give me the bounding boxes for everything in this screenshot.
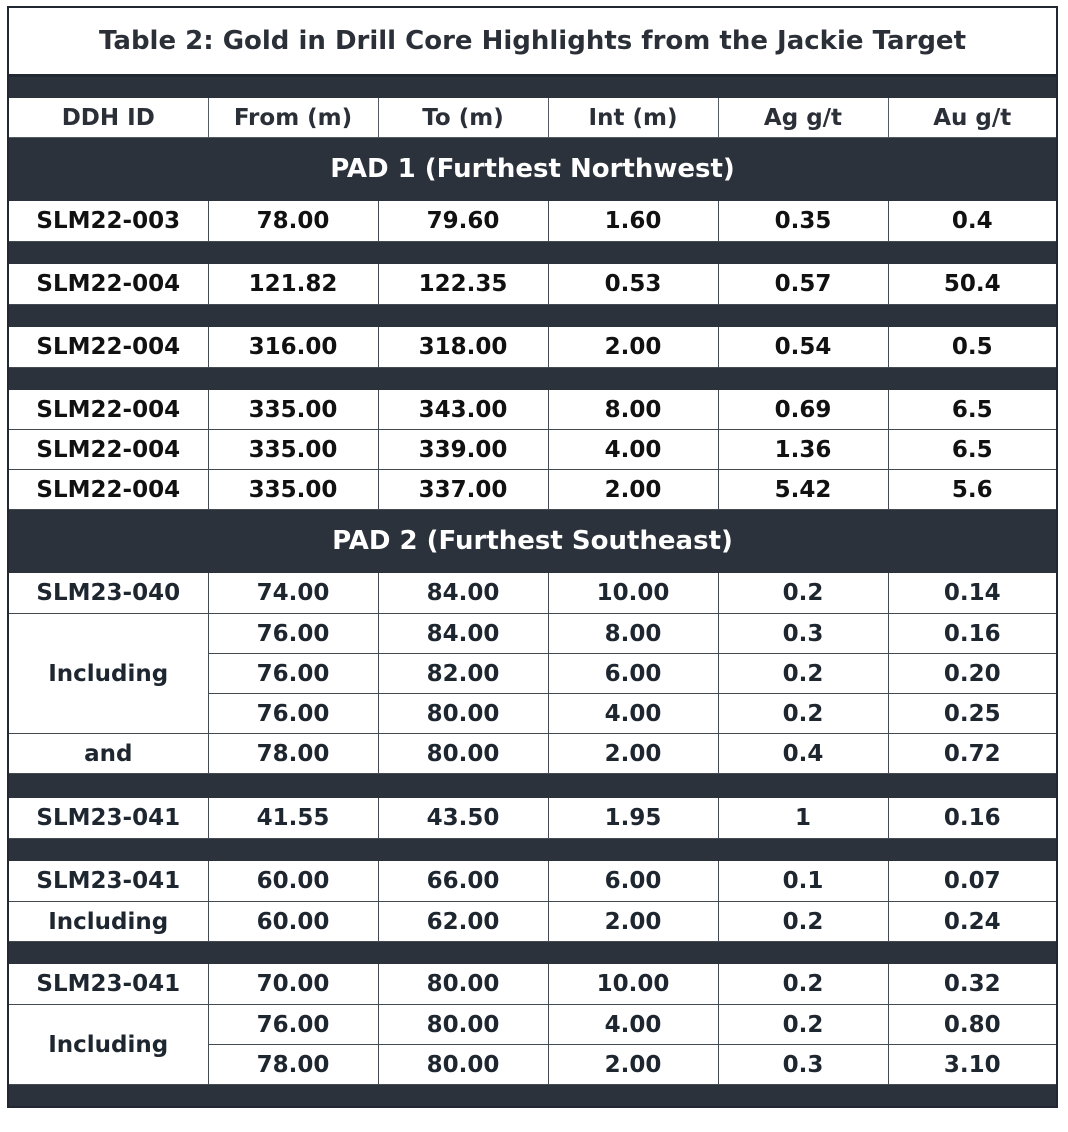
- from-cell: 74.00: [208, 573, 378, 614]
- to-cell: 122.35: [378, 264, 548, 305]
- int-cell: 4.00: [548, 1005, 718, 1045]
- int-cell: 4.00: [548, 694, 718, 734]
- to-cell: 80.00: [378, 1045, 548, 1085]
- separator-cell: [208, 368, 378, 390]
- table-row: [8, 1005, 1057, 1045]
- pad1-label: PAD 1 (Furthest Northwest): [8, 138, 1057, 201]
- separator-cell: [718, 368, 888, 390]
- int-cell: 10.00: [548, 964, 718, 1005]
- to-cell: 43.50: [378, 798, 548, 839]
- au-cell: 0.72: [888, 734, 1057, 774]
- separator-cell: [548, 368, 718, 390]
- pad1-section-row: [8, 138, 1057, 201]
- au-cell: 5.6: [888, 470, 1057, 510]
- int-cell: 2.00: [548, 470, 718, 510]
- int-cell: 6.00: [548, 654, 718, 694]
- au-cell: 0.4: [888, 201, 1057, 242]
- ag-cell: 0.3: [718, 614, 888, 654]
- separator-cell: [718, 242, 888, 264]
- from-cell: 78.00: [208, 1045, 378, 1085]
- table-row: [8, 430, 1057, 470]
- table-row: [8, 902, 1057, 942]
- separator-cell: [718, 305, 888, 327]
- header-row: [8, 98, 1057, 138]
- to-cell: 80.00: [378, 734, 548, 774]
- ddh-id-cell: SLM22-004: [8, 430, 208, 470]
- int-cell: 4.00: [548, 430, 718, 470]
- separator-cell: [8, 774, 1057, 798]
- au-cell: 0.16: [888, 798, 1057, 839]
- pad2-label: PAD 2 (Furthest Southeast): [8, 510, 1057, 573]
- separator-cell: [548, 839, 718, 861]
- from-cell: 76.00: [208, 1005, 378, 1045]
- separator-cell: [378, 942, 548, 964]
- to-cell: 82.00: [378, 654, 548, 694]
- separator-cell: [548, 305, 718, 327]
- ag-cell: 1: [718, 798, 888, 839]
- separator-cell: [8, 76, 1057, 98]
- int-cell: 2.00: [548, 734, 718, 774]
- including-label: Including: [8, 902, 208, 942]
- int-cell: 10.00: [548, 573, 718, 614]
- int-cell: 2.00: [548, 902, 718, 942]
- ag-cell: 0.2: [718, 694, 888, 734]
- table-title: Table 2: Gold in Drill Core Highlights from the Jackie Target: [8, 7, 1057, 76]
- ag-cell: 1.36: [718, 430, 888, 470]
- ag-cell: 0.3: [718, 1045, 888, 1085]
- ag-cell: 0.57: [718, 264, 888, 305]
- ag-cell: 0.69: [718, 390, 888, 430]
- from-cell: 41.55: [208, 798, 378, 839]
- separator-row: [8, 242, 1057, 264]
- ag-cell: 5.42: [718, 470, 888, 510]
- to-cell: 84.00: [378, 614, 548, 654]
- table-row: [8, 861, 1057, 902]
- ddh-id-cell: SLM23-041: [8, 861, 208, 902]
- separator-cell: [888, 368, 1057, 390]
- table-row: [8, 264, 1057, 305]
- separator-cell: [378, 368, 548, 390]
- ddh-id-cell: SLM22-004: [8, 264, 208, 305]
- table-row: [8, 201, 1057, 242]
- table-row: [8, 327, 1057, 368]
- ag-cell: 0.35: [718, 201, 888, 242]
- to-cell: 80.00: [378, 1005, 548, 1045]
- from-cell: 316.00: [208, 327, 378, 368]
- separator-cell: [718, 942, 888, 964]
- au-cell: 50.4: [888, 264, 1057, 305]
- separator-cell: [8, 1085, 1057, 1107]
- table-row: [8, 390, 1057, 430]
- separator-cell: [888, 942, 1057, 964]
- int-cell: 6.00: [548, 861, 718, 902]
- separator-cell: [208, 942, 378, 964]
- au-cell: 3.10: [888, 1045, 1057, 1085]
- and-label: and: [8, 734, 208, 774]
- from-cell: 335.00: [208, 430, 378, 470]
- separator-row: [8, 839, 1057, 861]
- to-cell: 66.00: [378, 861, 548, 902]
- header-from: From (m): [208, 98, 378, 138]
- table-row: [8, 470, 1057, 510]
- table-row: [8, 734, 1057, 774]
- from-cell: 76.00: [208, 614, 378, 654]
- ddh-id-cell: SLM23-041: [8, 798, 208, 839]
- au-cell: 0.80: [888, 1005, 1057, 1045]
- separator-cell: [8, 305, 208, 327]
- separator-row: [8, 76, 1057, 98]
- int-cell: 2.00: [548, 327, 718, 368]
- int-cell: 0.53: [548, 264, 718, 305]
- from-cell: 335.00: [208, 390, 378, 430]
- separator-cell: [208, 305, 378, 327]
- ag-cell: 0.2: [718, 902, 888, 942]
- separator-cell: [548, 942, 718, 964]
- header-ddh-id: DDH ID: [8, 98, 208, 138]
- from-cell: 60.00: [208, 861, 378, 902]
- ddh-id-cell: SLM22-003: [8, 201, 208, 242]
- au-cell: 0.14: [888, 573, 1057, 614]
- to-cell: 62.00: [378, 902, 548, 942]
- ddh-id-cell: SLM23-041: [8, 964, 208, 1005]
- to-cell: 343.00: [378, 390, 548, 430]
- to-cell: 337.00: [378, 470, 548, 510]
- separator-cell: [208, 839, 378, 861]
- separator-cell: [8, 242, 208, 264]
- from-cell: 60.00: [208, 902, 378, 942]
- au-cell: 6.5: [888, 430, 1057, 470]
- from-cell: 76.00: [208, 654, 378, 694]
- int-cell: 1.60: [548, 201, 718, 242]
- ddh-id-cell: SLM22-004: [8, 470, 208, 510]
- ddh-id-cell: SLM22-004: [8, 327, 208, 368]
- to-cell: 339.00: [378, 430, 548, 470]
- table-row: [8, 964, 1057, 1005]
- separator-row: [8, 774, 1057, 798]
- separator-cell: [718, 839, 888, 861]
- separator-cell: [378, 242, 548, 264]
- au-cell: 0.32: [888, 964, 1057, 1005]
- separator-cell: [888, 305, 1057, 327]
- ag-cell: 0.2: [718, 1005, 888, 1045]
- from-cell: 76.00: [208, 694, 378, 734]
- to-cell: 79.60: [378, 201, 548, 242]
- to-cell: 84.00: [378, 573, 548, 614]
- separator-row: [8, 1085, 1057, 1107]
- pad2-section-row: [8, 510, 1057, 573]
- including-label: Including: [8, 614, 208, 734]
- separator-cell: [548, 242, 718, 264]
- separator-cell: [888, 242, 1057, 264]
- ag-cell: 0.4: [718, 734, 888, 774]
- au-cell: 0.16: [888, 614, 1057, 654]
- ag-cell: 0.1: [718, 861, 888, 902]
- int-cell: 1.95: [548, 798, 718, 839]
- gold-drill-core-table: [7, 6, 1058, 1108]
- separator-cell: [888, 839, 1057, 861]
- separator-cell: [378, 305, 548, 327]
- au-cell: 6.5: [888, 390, 1057, 430]
- au-cell: 0.07: [888, 861, 1057, 902]
- table-row: [8, 614, 1057, 654]
- separator-row: [8, 368, 1057, 390]
- ag-cell: 0.2: [718, 654, 888, 694]
- au-cell: 0.20: [888, 654, 1057, 694]
- header-ag: Ag g/t: [718, 98, 888, 138]
- from-cell: 70.00: [208, 964, 378, 1005]
- to-cell: 80.00: [378, 964, 548, 1005]
- ag-cell: 0.54: [718, 327, 888, 368]
- au-cell: 0.24: [888, 902, 1057, 942]
- ag-cell: 0.2: [718, 573, 888, 614]
- header-int: Int (m): [548, 98, 718, 138]
- separator-cell: [208, 242, 378, 264]
- int-cell: 2.00: [548, 1045, 718, 1085]
- int-cell: 8.00: [548, 390, 718, 430]
- au-cell: 0.25: [888, 694, 1057, 734]
- from-cell: 335.00: [208, 470, 378, 510]
- separator-row: [8, 942, 1057, 964]
- title-row: [8, 7, 1057, 76]
- au-cell: 0.5: [888, 327, 1057, 368]
- int-cell: 8.00: [548, 614, 718, 654]
- separator-cell: [8, 942, 208, 964]
- separator-cell: [8, 368, 208, 390]
- from-cell: 78.00: [208, 734, 378, 774]
- separator-row: [8, 305, 1057, 327]
- to-cell: 80.00: [378, 694, 548, 734]
- table-row: [8, 573, 1057, 614]
- header-to: To (m): [378, 98, 548, 138]
- from-cell: 78.00: [208, 201, 378, 242]
- table-row: [8, 798, 1057, 839]
- including-label: Including: [8, 1005, 208, 1085]
- separator-cell: [8, 839, 208, 861]
- separator-cell: [378, 839, 548, 861]
- ag-cell: 0.2: [718, 964, 888, 1005]
- ddh-id-cell: SLM23-040: [8, 573, 208, 614]
- to-cell: 318.00: [378, 327, 548, 368]
- ddh-id-cell: SLM22-004: [8, 390, 208, 430]
- header-au: Au g/t: [888, 98, 1057, 138]
- from-cell: 121.82: [208, 264, 378, 305]
